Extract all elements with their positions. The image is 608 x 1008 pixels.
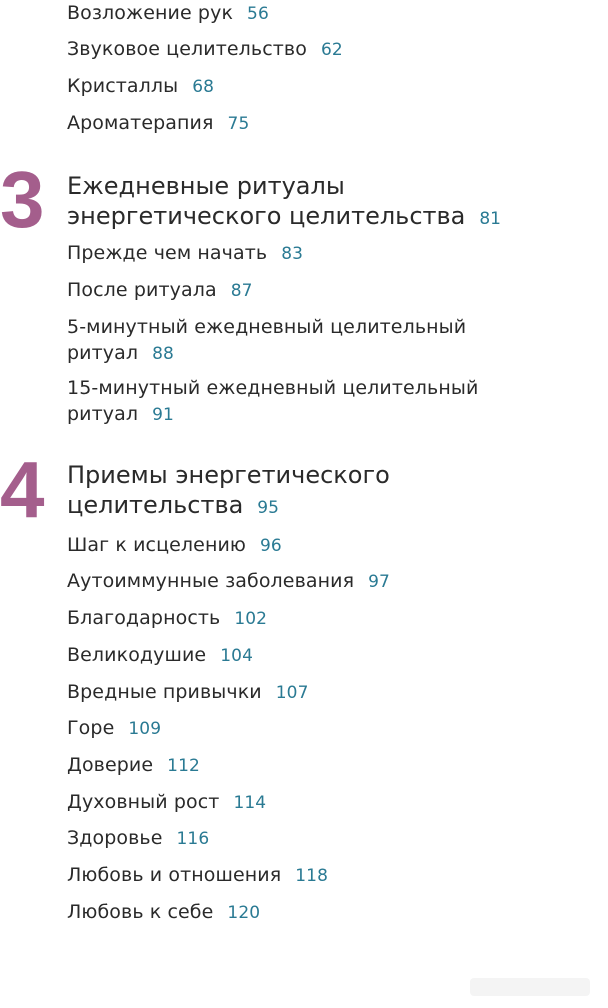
toc-entry-page: 88 (152, 344, 174, 364)
toc-entry-page: 96 (260, 536, 282, 556)
toc-entry-title: Любовь и отношения (67, 864, 282, 886)
chapter-title-line2 (67, 201, 501, 234)
toc-entry-title: Возложение рук (67, 2, 234, 24)
chapter-title-line1: Приемы энергетического (67, 461, 390, 489)
toc-entry-title: Горе (67, 717, 115, 739)
toc-entry-title: Любовь к себе (67, 901, 214, 923)
toc-entry-title: Прежде чем начать (67, 242, 268, 264)
toc-entry-5min-ritual[interactable] (67, 314, 466, 367)
toc-entry-title-line2-wrap (67, 401, 478, 428)
toc-entry-title: Доверие (67, 754, 154, 776)
toc-entry-title-line2: ритуал (67, 403, 139, 425)
toc-entry-grief[interactable] (67, 715, 161, 742)
chapter-number: 4 (0, 445, 45, 534)
toc-entry-step-healing[interactable] (67, 532, 282, 559)
toc-entry-page: 118 (295, 866, 329, 886)
toc-entry-page: 114 (233, 793, 267, 813)
toc-entry-gratitude[interactable] (67, 605, 267, 632)
chapter-number: 3 (0, 155, 45, 244)
toc-entry-generosity[interactable] (67, 642, 253, 669)
toc-entry-aromatherapy[interactable] (67, 110, 249, 137)
toc-entry-bad-habits[interactable] (67, 679, 309, 706)
toc-entry-page: 83 (281, 244, 304, 264)
chapter-title[interactable] (67, 460, 390, 523)
toc-entry-before-start[interactable] (67, 240, 303, 267)
toc-entry-15min-ritual[interactable] (67, 375, 478, 428)
toc-entry-title: Аутоиммунные заболевания (67, 570, 355, 592)
toc-entry-title: Ароматерапия (67, 112, 214, 134)
toc-entry-page: 104 (220, 646, 253, 666)
toc-entry-autoimmune[interactable] (67, 568, 390, 595)
chapter-title[interactable] (67, 171, 501, 234)
chapter-title-line2 (67, 490, 390, 523)
watermark (470, 978, 590, 996)
toc-entry-title: Звуковое целительство (67, 38, 307, 60)
toc-entry-title: Здоровье (67, 827, 163, 849)
toc-entry-title-line1: 15-минутный ежедневный целительный (67, 377, 479, 399)
toc-entry-page: 112 (167, 756, 200, 776)
toc-entry-title: Вредные привычки (67, 681, 262, 703)
toc-entry-page: 107 (275, 683, 309, 703)
toc-entry-title: Великодушие (67, 644, 207, 666)
toc-entry-page: 87 (230, 281, 253, 301)
toc-entry-title: Духовный рост (67, 791, 220, 813)
toc-entry-page: 97 (368, 572, 390, 592)
toc-entry-self-love[interactable] (67, 899, 260, 926)
toc-entry-crystals[interactable] (67, 73, 214, 100)
toc-entry-health[interactable] (67, 825, 209, 852)
toc-entry-title-line2-wrap (67, 340, 466, 367)
toc-entry-spiritual-growth[interactable] (67, 789, 266, 816)
chapter-title-line1: Ежедневные ритуалы (67, 172, 345, 200)
toc-entry-page: 62 (320, 40, 343, 60)
toc-entry-page: 91 (152, 405, 174, 425)
toc-entry-laying-on-hands[interactable] (67, 0, 269, 27)
toc-entry-sound-healing[interactable] (67, 36, 343, 63)
toc-entry-title: Благодарность (67, 607, 221, 629)
toc-entry-title: Шаг к исцелению (67, 534, 247, 556)
toc-entry-page: 75 (227, 114, 250, 134)
toc-entry-page: 116 (176, 829, 210, 849)
chapter-page: 81 (479, 209, 501, 229)
toc-entry-trust[interactable] (67, 752, 200, 779)
toc-entry-page: 68 (192, 77, 215, 97)
chapter-title-line2-text: энергетического целительства (67, 202, 466, 230)
toc-entry-page: 120 (227, 903, 261, 923)
toc-entry-page: 109 (128, 719, 162, 739)
chapter-page: 95 (257, 498, 279, 518)
toc-entry-page: 56 (247, 4, 269, 24)
toc-entry-love-relationships[interactable] (67, 862, 328, 889)
toc-entry-title-line2: ритуал (67, 342, 139, 364)
toc-entry-title: После ритуала (67, 279, 217, 301)
toc-entry-title: Кристаллы (67, 75, 179, 97)
toc-entry-page: 102 (234, 609, 268, 629)
toc-entry-title-line1: 5-минутный ежедневный целительный (67, 316, 467, 338)
toc-entry-after-ritual[interactable] (67, 277, 253, 304)
chapter-title-line2-text: целительства (67, 491, 244, 519)
